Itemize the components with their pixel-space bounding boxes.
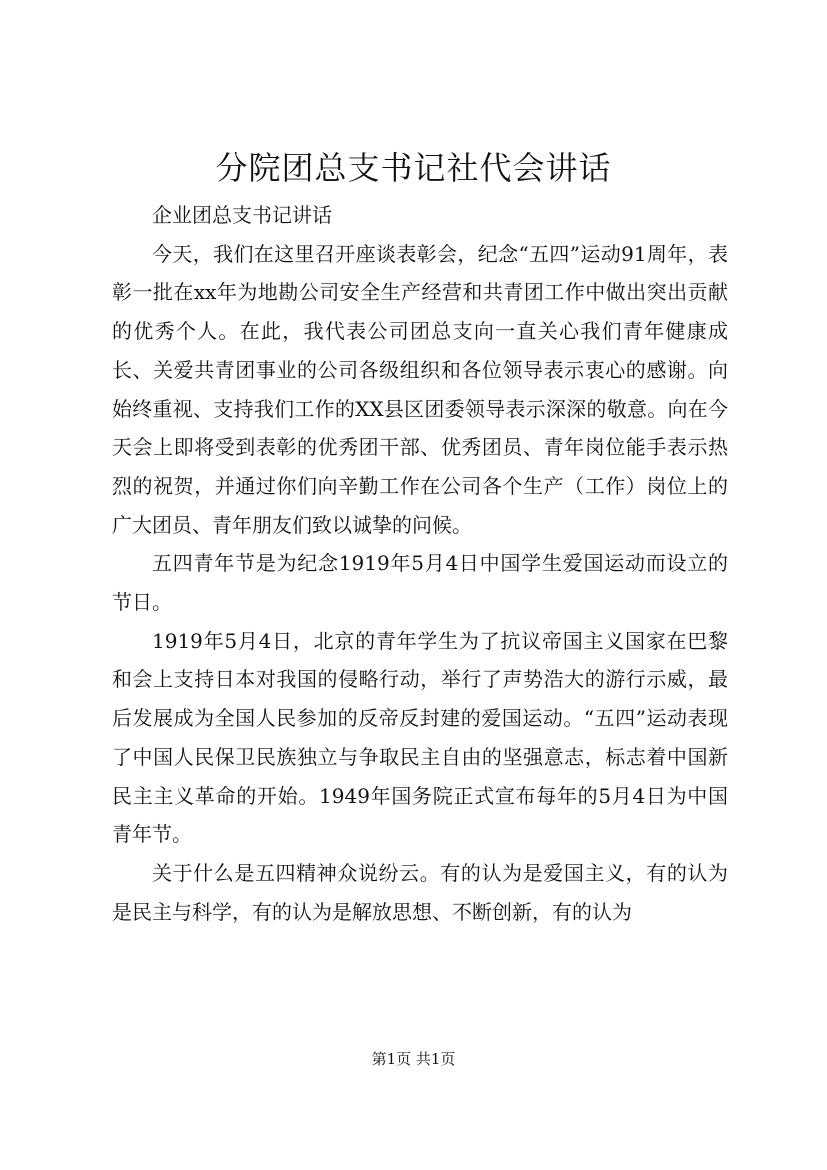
document-title: 分院团总支书记社代会讲话 <box>215 149 612 187</box>
paragraph-history: 1919年5月4日，北京的青年学生为了抗议帝国主义国家在巴黎和会上支持日本对我国的侵略行动，举行了声势浩大的游行示威，最后发展成为全国人民参加的反帝反封建的爱国运动。“五四”运动表现了中国人民保卫民族独立与争取民主自由的坚强意志，标志着中国新民主主义革命的开始。1949年国务院正式宣布每年的5月4日为中国青年节。 <box>112 628 728 847</box>
paragraph-spirit: 关于什么是五四精神众说纷云。有的认为是爱国主义，有的认为是民主与科学，有的认为是解放思想、不断创新，有的认为 <box>112 860 728 924</box>
document-body <box>112 196 728 931</box>
paragraph-festival: 五四青年节是为纪念1919年5月4日中国学生爱国运动而设立的节日。 <box>112 551 728 615</box>
paragraph-opening: 今天，我们在这里召开座谈表彰会，纪念“五四”运动91周年，表彰一批在xx年为地勘公司安全生产经营和共青团工作中做出突出贡献的优秀个人。在此，我代表公司团总支向一直关心我们青年健康成长、关爱共青团事业的公司各级组织和各位领导表示衷心的感谢。向始终重视、支持我们工作的XX县区团委领导表示深深的敬意。向在今天会上即将受到表彰的优秀团干部、优秀团员、青年岗位能手表示热烈的祝贺，并通过你们向辛勤工作在公司各个生产（工作）岗位上的广大团员、青年朋友们致以诚挚的问候。 <box>112 241 728 537</box>
page-number: 第1页 共1页 <box>371 1050 456 1068</box>
page-footer <box>0 1048 827 1070</box>
paragraph-subtitle: 企业团总支书记讲话 <box>152 203 332 227</box>
